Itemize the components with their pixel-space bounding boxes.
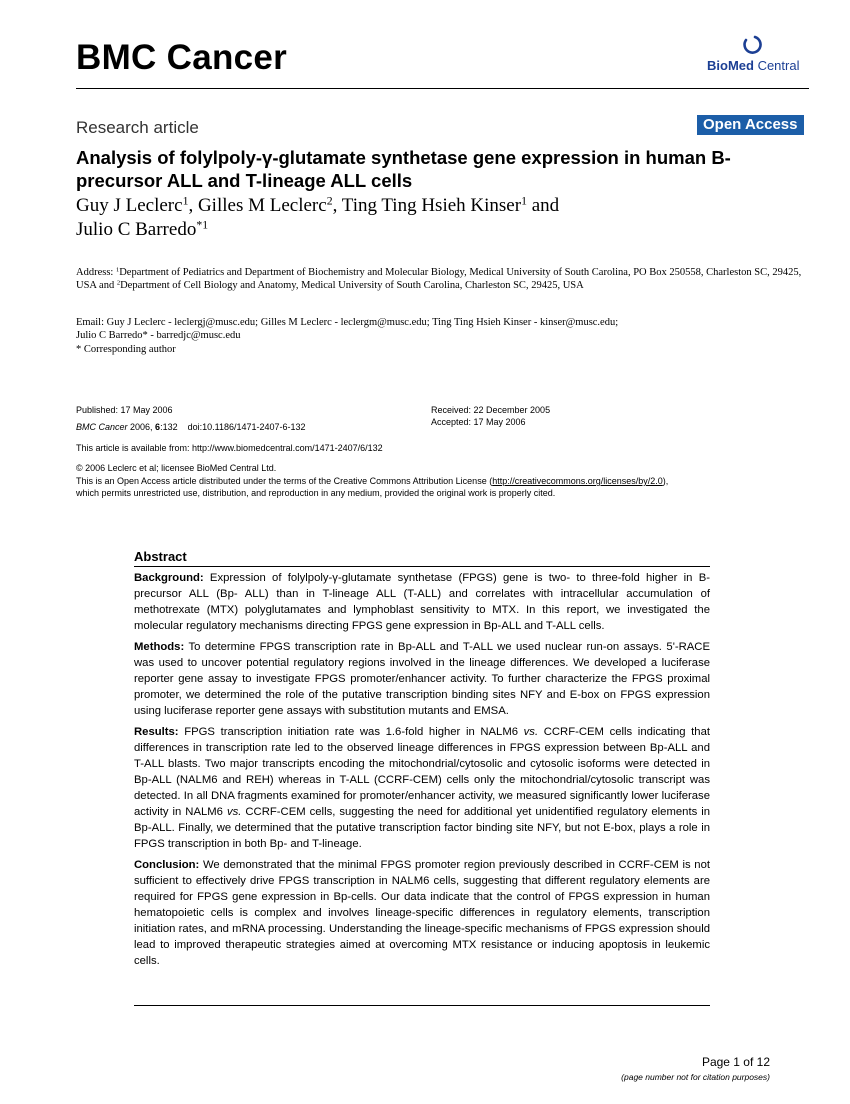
biomed-ring-logo-icon bbox=[741, 34, 763, 56]
author-name: Guy J Leclerc bbox=[76, 195, 183, 216]
journal-title: BMC Cancer bbox=[76, 38, 288, 77]
copyright-line: © 2006 Leclerc et al; licensee BioMed Central Ltd. bbox=[76, 463, 277, 473]
abstract-results: Results: FPGS transcription initiation rate was 1.6-fold higher in NALM6 vs. CCRF-CEM cells indicating that differences in transcription rate led to the observed lineage differences in FPGS expression between Bp-ALL and T-ALL blasts. Two major transcripts encoding the mitochondrial/cytosolic and cytosolic isoforms were detected in Bp-ALL (NALM6 and REH) whereas in T-ALL (CCRF-CEM) cells only the mitochondrial/cytosolic transcript was detected. In all DNA fragments examined for promoter/enhancer activity, we measured significantly lower luciferase activity in NALM6 vs. CCRF-CEM cells, suggesting the need for additional yet unidentified regulatory elements in Bp-ALL. Finally, we determined that the putative transcription factor binding site NFY, but not E-box, plays a role in FPGS transcription in both Bp- and T-lineage. bbox=[134, 726, 711, 850]
license-text: This is an Open Access article distributed under the terms of the Creative Commons Attribution License (http://creativecommons.org/licenses/by/2.0), which permits unrestricted use, distribution, and reproduction in any medium, provided the original work is properly cited. bbox=[76, 476, 669, 498]
publisher-logo-text: BioMed Central bbox=[707, 58, 800, 73]
author-affiliation: *1 bbox=[196, 218, 209, 232]
citation-line: BMC Cancer 2006, 6:132 doi:10.1186/1471-2407-6-132 bbox=[76, 422, 306, 432]
article-type: Research article bbox=[76, 118, 199, 137]
abstract-background: Background: Expression of folylpoly-γ-glutamate synthetase (FPGS) gene is two- to three-fold higher in B-precursor ALL (Bp- ALL) than in T-lineage ALL (T-ALL) and correlates with intracellular accumulation of methotrexate (MTX) polyglutamates and lymphoblast sensitivity to MTX. In this report, we investigated the molecular regulatory mechanisms directing FPGS gene expression in Bp-ALL and T-ALL cells. bbox=[134, 572, 710, 632]
author-affiliation: 1 bbox=[521, 194, 527, 208]
abstract-methods: Methods: To determine FPGS transcription rate in Bp-ALL and T-ALL we used nuclear run-on assays. 5'-RACE was used to uncover potential regulatory regions involved in the lineage differences. We developed a luciferase reporter gene assay to investigate FPGS promoter/enhancer activity. To further characterize the FPGS proximal promoter, we determined the role of the putative transcription binding sites NFY and E-box on FPGS expression using luciferase reporter gene assays with substitution mutants and EMSA. bbox=[134, 641, 710, 717]
author-name: Ting Ting Hsieh Kinser bbox=[341, 195, 522, 216]
author-affiliation: 2 bbox=[326, 194, 333, 208]
corresponding-author-note: * Corresponding author bbox=[76, 344, 176, 355]
author-affiliation: 1 bbox=[182, 194, 189, 208]
article-title: Analysis of folylpoly-γ-glutamate synthetase gene expression in human B-precursor ALL and T-lineage ALL cells bbox=[76, 147, 731, 191]
author-name: Julio C Barredo bbox=[76, 219, 197, 240]
page-number-note: (page number not for citation purposes) bbox=[621, 1072, 770, 1082]
license-link[interactable]: http://creativecommons.org/licenses/by/2.0 bbox=[492, 476, 663, 486]
abstract-bottom-rule bbox=[134, 1005, 710, 1006]
email-line: Email: Guy J Leclerc - leclergj@musc.edu; Gilles M Leclerc - leclergm@musc.edu; Ting Ting Hsieh Kinser - kinser@musc.edu; bbox=[76, 317, 619, 328]
publisher-logo[interactable] bbox=[703, 34, 813, 78]
open-access-badge: Open Access bbox=[697, 115, 804, 135]
abstract-conclusion: Conclusion: We demonstrated that the minimal FPGS promoter region previously described in CCRF-CEM is not sufficient to effectively drive FPGS transcription in NALM6 cells, suggesting that different regulatory elements are required for FPGS gene expression in Bp-cells. Our data indicate that the control of FPGS expression in human hematopoietic cells is complex and involves lineage-specific differences in regulatory elements, transcription initiation rates, and mRNA processing. Understanding the lineage-specific mechanisms of FPGS expression should lead to improved therapeutic strategies aimed at overcoming MTX resistance or inducing apoptosis in leukemic cells. bbox=[134, 859, 710, 967]
published-date: Published: 17 May 2006 bbox=[76, 405, 173, 415]
page-number: Page 1 of 12 bbox=[701, 1055, 770, 1069]
article-url[interactable]: This article is available from: http://www.biomedcentral.com/1471-2407/6/132 bbox=[76, 443, 383, 453]
accepted-date: Accepted: 17 May 2006 bbox=[431, 417, 526, 427]
author-list: Guy J Leclerc$^1$, Gilles M Leclerc$^2$, Ting Ting Hsieh Kinser$^1$ and Julio C Barredo$^{*1}$ bbox=[76, 194, 560, 240]
received-date: Received: 22 December 2005 bbox=[431, 405, 551, 415]
header-rule bbox=[76, 88, 809, 89]
abstract bbox=[134, 549, 710, 974]
author-name: Gilles M Leclerc bbox=[197, 195, 327, 216]
author-emails bbox=[76, 316, 811, 342]
author-address: Address: $^1$Department of Pediatrics and Department of Biochemistry and Molecular Biology, Medical University of South Carolina, PO Box 250558, Charleston SC, 29425, USA and $^2$Department of Cell Biology and Anatomy, Medical University of South Carolina, Charleston SC, 29425, USA bbox=[76, 266, 802, 291]
abstract-heading: Abstract bbox=[134, 549, 710, 567]
email-line: Julio C Barredo* - barredjc@musc.edu bbox=[76, 330, 241, 341]
